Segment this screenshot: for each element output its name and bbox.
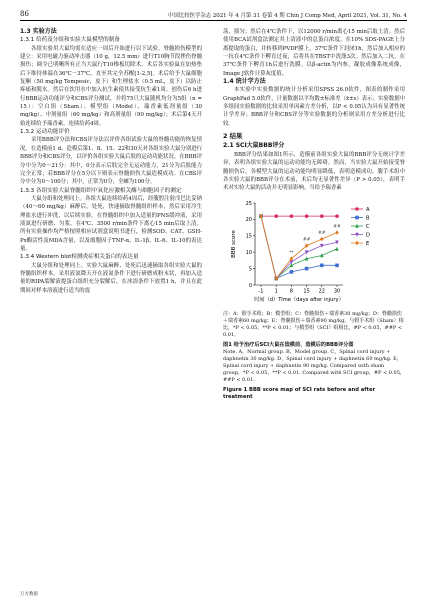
data-point xyxy=(290,214,294,218)
significance-mark: ## xyxy=(318,230,326,236)
data-point xyxy=(335,263,339,267)
y-tick-label: 20 xyxy=(245,216,252,223)
subsection-heading-stats: 1.4 统计学方法 xyxy=(223,78,266,86)
y-tick-label: 0 xyxy=(248,282,252,289)
paragraph-stats: 本实验中实验数据的统计分析采用SPSS 26.0软件，图表的制作采用GraphPad 5.0软件，计量数据以平均数±标准差（x̄±s）表示；实验数据中多组间实验数据的比较采用单因素方差分析，以P < 0.05认为具有显著性统计学差异；BBB评分和CBS评分等实验数据的分析则采用方差分析进行比较。 xyxy=(223,87,405,127)
section-heading-results: 2 结果 xyxy=(223,132,243,141)
data-point xyxy=(320,214,324,218)
figure-caption-en: Figure 1 BBB score map of SCI rats before and after treatment xyxy=(223,387,376,401)
x-tick-label: 30 xyxy=(333,288,341,295)
y-tick-label: 10 xyxy=(245,249,252,256)
legend-label: E xyxy=(366,240,370,247)
data-point xyxy=(355,240,359,244)
subsection-heading-grouping: 1.3.1 给药及分组和实验大鼠模型的制备 xyxy=(20,37,120,44)
y-tick-label: 25 xyxy=(245,200,252,207)
subsection-heading-bbb: 2.1 SCI大鼠BBB评分 xyxy=(223,142,285,150)
figure-note-cn: 注：A：假手术组；B：模型组；C：脊髓损伤＋瑞香素30 mg/kg；D：脊髓损伤＋瑞香素60 mg/kg；E：脊髓损伤＋瑞香素90 mg/kg。与假手术组（Sham）相比，*P < 0.05，**P < 0.01；与模型组（SCI）组相比，#P < 0.05，##P < 0.01。 xyxy=(223,310,404,338)
data-point xyxy=(274,214,278,218)
data-point xyxy=(355,215,359,219)
y-tick-label: 15 xyxy=(245,233,252,240)
data-point xyxy=(305,250,309,254)
data-point xyxy=(335,246,339,250)
bbb-chart xyxy=(223,193,405,311)
page-number: 86 xyxy=(20,10,29,18)
paragraph-oxidative: 大鼠分组和处理同上。各组大鼠连续给药4周后，经腹腔注射戊巴比妥钠（40～60 mg/kg）麻醉后，处死，快速摘取脊髓组织样本，然后采用冷生理盐水进行冲洗，以后续实验。在脊髓组织中加入适量的PNS缓冲液，采用液氮进行研磨、匀浆，在4℃、3500 r/min条件下离心15 min后取上清。所有实验操作均严格按照相应试剂盒说明书进行，检测SOD、CAT、GSH-Px酶活性及MDA含量，以及细胞因子TNF-α、IL-1β、IL-6、IL-10的表达量。 xyxy=(20,195,202,252)
watermark-text: 万方数据 xyxy=(20,592,38,597)
data-point xyxy=(290,270,294,274)
data-point xyxy=(305,214,309,218)
subsection-heading-western: 1.3.4 Western blot检测炎症相关蛋白的表达量 xyxy=(20,254,139,261)
journal-title: 中国比较医学杂志 2021 年 4 月第 31 卷第 4 期 Chin J Comp Med, April 2021, Vol. 31, No. 4 xyxy=(168,13,407,19)
paragraph-motor: 采用BBB评分法和CBS评分法以评价各组试验大鼠的脊髓功能的恢复情况。在造模前1 d、造模后第1、8、15、22和30天对各组实验大鼠分别进行BBB评分和CBS评分，以评价各组实验大鼠后肢的运动功能状况。在BBB评分中分为0～21分：其中，0分表示后肢完全无运动能力，21分为后肢能力完全正常；若BBB评分在5分以下则表示脊髓损伤大鼠造模成功。在CBS评分中分为0～100分；其中，正常为0分，全瘫为100分。 xyxy=(20,137,202,186)
x-axis-label: 时间（d）Time（days after injury） xyxy=(254,296,344,303)
significance-mark: ## xyxy=(333,224,341,230)
legend-label: B xyxy=(366,214,370,221)
x-tick-label: 8 xyxy=(289,288,293,295)
paragraph-grouping: 各组实验用大鼠均需在适应一周后开始进行以下试验。脊髓损伤模型的建立：采用电磁力驱动冲击器（10 g，12.5 mm）进行T10胸节段挫伤脊髓损伤；调令已明晰所有正当大鼠行T10椎板切除术。术后各实验鼠在加热垫后下维持体温在36℃－37℃，直至其完全苏醒[1-2,5]。术后给予大鼠细胞复酮（50 mg/kg Tempesic，皮下）和生理盐水（0.5 mL，皮下）以防止疼痛和脱水。然后在饮用水中加入抗生素使其接受抗生素1周。创伤后6 h进行BBB运动功能评分和CBS评分测试，并将75只大鼠随机均分为5组（n = 15）：空白组（Sham）、模型组（Model）、瑞香素低剂量组（30 mg/kg）、中剂量组（60 mg/kg）和高剂量组（90 mg/kg）；术后第4天开始连续给予瑞香素，连续给药4周。 xyxy=(20,45,202,127)
x-tick-label: -1 xyxy=(258,288,264,295)
series-line xyxy=(261,216,337,278)
subsection-heading-oxidative: 1.3.3 各组实验大鼠脊髓组织中氧化应激相关酶与细胞因子的测定 xyxy=(20,187,182,194)
figure-caption-cn: 图1 给予治疗后SCI大鼠在造模前、造模后的BBB评分图 xyxy=(223,341,354,348)
figure-note-en: Note. A，Normal group. B，Model group. C，Spinal cord injury + daphnetin 30 mg/kg. D，Spinal cord injury + daphnetin 60 mg/kg. E，Spinal cord injury + daphnetin 90 mg/kg. Compared with sham group，*P < 0.05，**P < 0.01. Compared with SCI group，#P < 0.05，##P < 0.01. xyxy=(223,348,405,384)
significance-mark: ** xyxy=(289,250,294,256)
data-point xyxy=(335,214,339,218)
paragraph-western: 大鼠分组和处理同上。实验大鼠麻醉、处死后迅速摘取各组实验大鼠的脊髓组织样本，采用液氮降天开在液氮条件下进行研磨成粉末状，再加入适量的RIPA裂解液提蛋白组织充分裂解后，在冰浴条件下放置1 h，并且在此期间对样本溶液进行适当的震 xyxy=(20,262,202,294)
paragraph-continued: 荡、摇匀；然后在4℃条件下，以12000 r/min离心15 min后取上清。然后使用BCA试剂盒法测定其上清液中的总蛋白浓度。在10% SDS-PAGE上分离提取的蛋白，并转移到PVDF膜上，37℃条件下封闭1h，然后加入相应的一抗在4℃条件下孵育过夜，后将其在TBST中洗涤3次。然后加入二抗，在37℃条件下孵育1h后进行洗膜。以β-actin为内参，凝胶成像系统成像，Image J软件计算灰度值。 xyxy=(223,29,405,77)
subsection-heading-motor: 1.3.2 运动功能评价 xyxy=(20,129,70,136)
x-tick-label: 15 xyxy=(303,288,310,295)
x-tick-label: 22 xyxy=(318,288,325,295)
data-point xyxy=(320,263,324,267)
running-header xyxy=(20,8,407,21)
left-column xyxy=(20,28,202,295)
data-point xyxy=(355,207,359,211)
series-line xyxy=(261,216,337,278)
y-axis-label: BBB score xyxy=(231,229,237,258)
data-point xyxy=(305,266,309,270)
paragraph-bbb: BBB评分结果如图1所示，造模前各组实验大鼠的BBB评分无统计学差异，表明各组实验大鼠的运动功能均无障碍。然而，当实验大鼠开始接受脊髓损伤后，各模型大鼠的运动功能均明显降低，表明造模成功。腹手术组中各实验大鼠的BBB评分在术前，术后均无显著性差异（P > 0.05），表明手术对实验大鼠的活动并无明显影响。当给予瑞香素 xyxy=(223,151,405,192)
x-tick-label: 1 xyxy=(274,288,278,295)
section-heading-methods: 1.3 实验方法 xyxy=(20,28,57,35)
right-column xyxy=(223,28,405,401)
legend-label: A xyxy=(366,206,370,213)
y-tick-label: 5 xyxy=(248,265,252,272)
data-point xyxy=(335,230,339,234)
significance-mark: ## xyxy=(302,237,311,243)
series-line xyxy=(261,216,337,278)
figure-1 xyxy=(223,193,405,311)
series-line xyxy=(261,216,337,278)
data-point xyxy=(320,236,324,240)
legend-label: D xyxy=(366,231,370,238)
legend-label: C xyxy=(366,223,370,230)
